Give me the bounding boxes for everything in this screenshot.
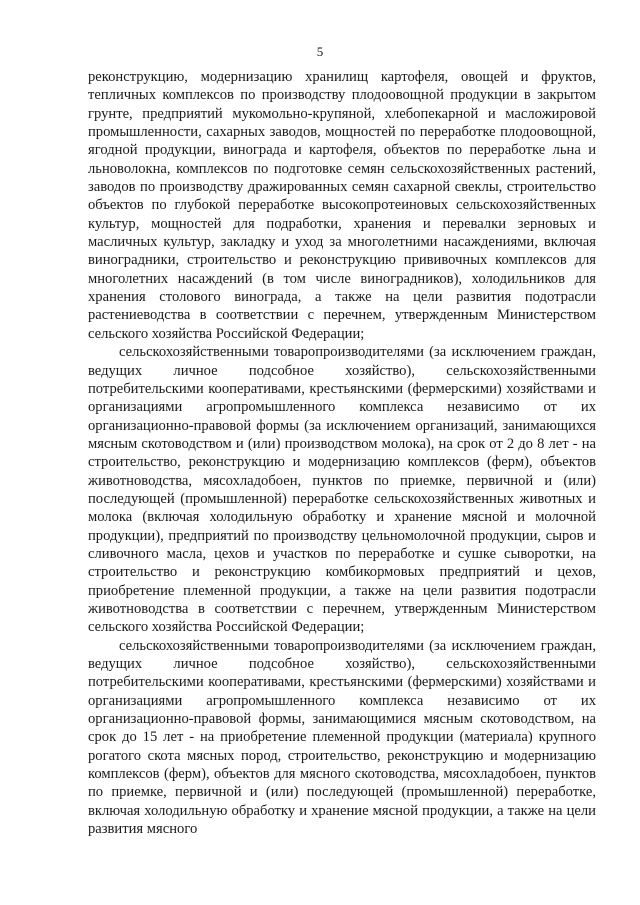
paragraph-continuation: реконструкцию, модернизацию хранилищ картофеля, овощей и фруктов, тепличных комплексов по производству плодоовощной продукции в закрытом грунте, предприятий мукомольно-крупяной, хлебопекарной и масложировой промышленности, сахарных заводов, мощностей по переработке плодоовощной, ягодной продукции, винограда и картофеля, объектов по переработке льна и льноволокна, комплексов по подготовке семян сельскохозяйственных растений, заводов по производству дражированных семян сахарной свеклы, строительство объектов по глубокой переработке высокопротеиновых сельскохозяйственных культур, мощностей для подработки, хранения и перевалки зерновых и масличных культур, закладку и уход за многолетними насаждениями, включая виноградники, строительство и реконструкцию прививочных комплексов для многолетних насаждений (в том числе виноградников), холодильников для хранения столового винограда, а также на цели развития подотрасли растениеводства в соответствии с перечнем, утвержденным Министерством сельского хозяйства Российской Федерации;	[88, 69, 596, 342]
page-number: 5	[316, 44, 324, 59]
paragraph-livestock: сельскохозяйственными товаропроизводителями (за исключением граждан, ведущих личное подсобное хозяйство), сельскохозяйственными потребительскими кооперативами, крестьянскими (фермерскими) хозяйствами и организациями агропромышленного комплекса независимо от их организационно-правовой формы (за исключением организаций, занимающихся мясным скотоводством и (или) производством молока), на срок от 2 до 8 лет - на строительство, реконструкцию и модернизацию комплексов (ферм), объектов животноводства, мясохладобоен, пунктов по приемке, первичной и (или) последующей (промышленной) переработке сельскохозяйственных животных и молока (включая холодильную обработку и хранение мясной и молочной продукции), предприятий по производству цельномолочной продукции, сыров и сливочного масла, цехов и участков по переработке и сушке сыворотки, на строительство и реконструкцию комбикормовых предприятий и цехов, приобретение племенной продукции, а также на цели развития подотрасли животноводства в соответствии с перечнем, утвержденным Министерством сельского хозяйства Российской Федерации;	[88, 344, 596, 636]
document-body	[88, 68, 596, 838]
paragraph-beef-cattle: сельскохозяйственными товаропроизводителями (за исключением граждан, ведущих личное подсобное хозяйство), сельскохозяйственными потребительскими кооперативами, крестьянскими (фермерскими) хозяйствами и организациями агропромышленного комплекса независимо от их организационно-правовой формы, занимающимися мясным скотоводством, на срок до 15 лет - на приобретение племенной продукции (материала) крупного рогатого скота мясных пород, строительство, реконструкцию и модернизацию комплексов (ферм), объектов для мясного скотоводства, мясохладобоен, пунктов по приемке, первичной и (или) последующей (промышленной) переработке, включая холодильную обработку и хранение мясной продукции, а также на цели развития мясного	[88, 637, 596, 838]
